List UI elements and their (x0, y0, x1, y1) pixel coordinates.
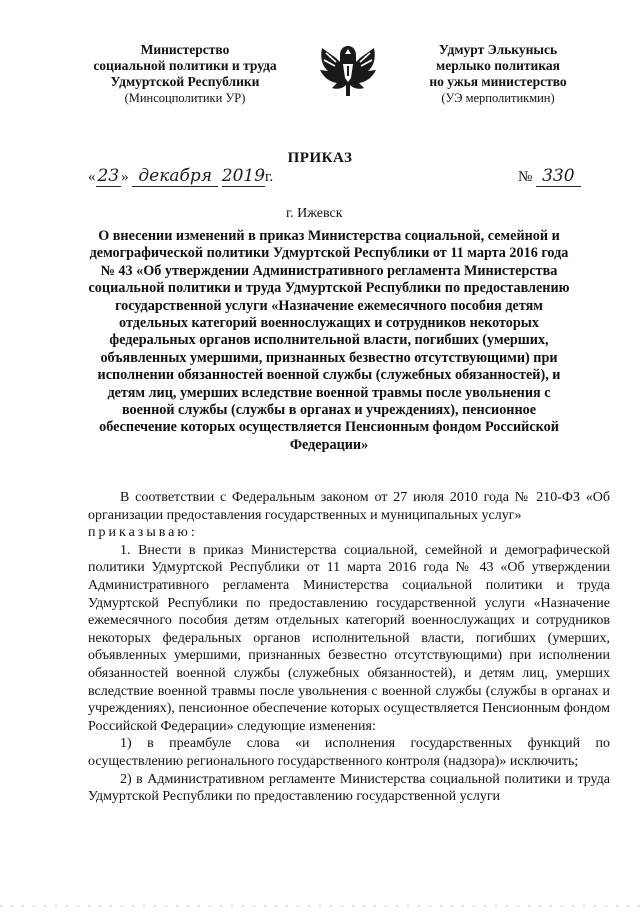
ministry-name-line2: социальной политики и труда (93, 58, 277, 73)
ministry-udm-abbrev: (УЭ мерполитикмин) (441, 91, 555, 105)
city: г. Ижевск (286, 206, 343, 221)
order-subject: О внесении изменений в приказ Министерства социальной, семейной и демографической политики Удмуртской Республики от 11 марта 2016 года № 43 «Об утверждении Административного регламента Министерства социальной политики и труда Удмуртской Республики по предоставлению государственной услуги «Назначение ежемесячного пособия детям отдельных категорий военнослужащих и сотрудников некоторых федеральных органов исполнительной власти, погибших (умерших, объявленных умершими, признанных безвестно отсутствующими) при исполнении обязанностей военной службы (служебных обязанностей), и детям лиц, умерших вследствие военной травмы после увольнения с военной службы (службы в органах и учреждениях), пенсионное обеспечение которых осуществляется Пенсионным фондом Российской Федерации» (88, 228, 570, 453)
body-paragraph-basis: В соответствии с Федеральным законом от 27 июля 2010 года № 210-ФЗ «Об организации предоставления государственных и муниципальных услуг» (88, 490, 610, 523)
scan-edge-artifact (0, 896, 640, 902)
coat-of-arms-emblem (316, 40, 380, 102)
order-number (518, 166, 608, 190)
ministry-abbrev: (Минсоцполитики УР) (124, 91, 246, 105)
order-body (88, 489, 610, 806)
body-paragraph-item1: 1. Внести в приказ Министерства социальной, семейной и демографической политики Удмуртской Республики от 11 марта 2016 года № 43 «Об утверждении Административного регламента Министерства социальной политики и труда Удмуртской Республики по предоставлению государственной услуги «Назначение ежемесячного пособия детям отдельных категорий военнослужащих и сотрудников некоторых федеральных органов исполнительной власти, погибших (умерших, объявленных умершими, признанных безвестно отсутствующими) при исполнении обязанностей военной службы (служебных обязанностей), и детям лиц, умерших вследствие военной травмы после увольнения с военной службы (службы в органах и учреждениях), пенсионное обеспечение которых осуществляется Пенсионным фондом Российской Федерации» следующие изменения: (88, 542, 610, 734)
date-day: 23 (97, 166, 120, 186)
date-open-quote: « (88, 169, 96, 185)
date-month: декабря (132, 166, 218, 187)
body-paragraph-subitem1: 1) в преамбуле слова «и исполнения государственных функций по осуществлению регионального государственного контроля (надзора)» исключить; (88, 736, 610, 769)
ministry-udm-line3: но ужья министерство (429, 74, 567, 89)
ministry-name-line1: Министерство (140, 42, 230, 57)
order-word: приказываю: (88, 525, 198, 541)
order-number-sign: № (518, 169, 533, 185)
ministry-udm-line1: Удмурт Элькунысь (438, 42, 558, 57)
date-year: 2019 (221, 166, 266, 186)
body-paragraph-subitem2: 2) в Административном регламенте Министерства социальной политики и труда Удмуртской Республики по предоставлению государственной услуги (88, 771, 610, 805)
ministry-header-russian (70, 42, 300, 106)
ministry-udm-line2: мерлыко политикая (436, 58, 560, 73)
ministry-name-line3: Удмуртской Республики (110, 74, 260, 89)
document-title: ПРИКАЗ (287, 150, 353, 166)
order-number-value: 330 (536, 166, 580, 187)
ministry-header-udmurt (398, 42, 598, 106)
date-suffix: г. (265, 169, 274, 185)
order-date (88, 166, 308, 190)
date-close-quote: » (121, 169, 129, 185)
